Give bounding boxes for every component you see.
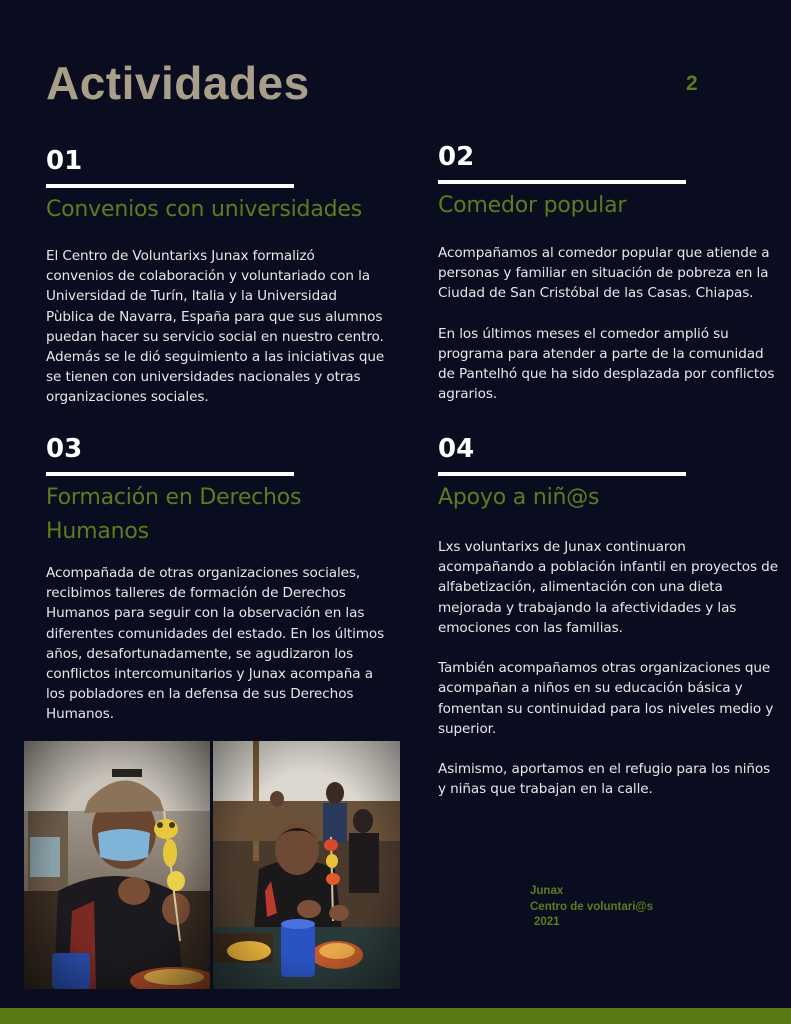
section-number: 03 <box>46 434 83 464</box>
footer-credit <box>530 884 653 931</box>
section-convenios <box>46 146 386 408</box>
footer-year: 2021 <box>534 916 560 928</box>
photo-children-dining <box>213 741 400 989</box>
section-body: Acompañada de otras organizaciones sociales, recibimos talleres de formación de Derechos Humanos para seguir con la observación en las diferentes comunidades del estado. En los últimos años, desafortunadamente, se agudizaron los conflictos intercomunitarios y Junax acompaña a los pobladores en la defensa de sus Derechos Humanos. <box>46 565 385 723</box>
bottom-accent-bar <box>0 1008 791 1024</box>
section-number: 04 <box>438 434 475 464</box>
section-number: 01 <box>46 146 83 176</box>
section-divider <box>46 472 294 476</box>
section-number: 02 <box>438 142 475 172</box>
page-number: 2 <box>686 72 698 95</box>
section-body: Acompañamos al comedor popular que atiende a personas y familiar en situación de pobreza en la Ciudad de San Cristóbal de las Casas. Chiapas. En los últimos meses el comedor amplió su programa para atender a parte de la comunidad de Pantelhó que ha sido desplazada por conflictos agrarios. <box>438 245 775 403</box>
photo-children-dining-image <box>213 741 400 989</box>
section-body: El Centro de Voluntarixs Junax formalizó convenios de colaboración y voluntariado con la Universidad de Turín, Italia y la Universidad Pùblica de Navarra, España para que sus alumnos puedan hacer su servicio social en nuestro centro. Además se le dió seguimiento a las iniciativas que se tienen con universidades nacionales y otras organizaciones sociales. <box>46 248 385 406</box>
section-divider <box>46 184 294 188</box>
section-comedor <box>438 142 778 405</box>
section-body: Lxs voluntarixs de Junax continuaron acompañando a población infantil en proyectos de alfabetización, alimentación con una dieta mejorada y trabajando la afectividades y las emociones con las familias. También acompañamos otras organizaciones que acompañan a niños en su educación básica y fomentan su continuidad para los niveles medio y superior. Asimismo, aportamos en el refugio para los niños y niñas que trabajan en la calle. <box>438 539 778 798</box>
section-heading: Convenios con universidades <box>46 197 362 222</box>
photo-boy-with-fruit <box>24 741 210 989</box>
section-heading: Apoyo a niñ@s <box>438 485 600 510</box>
section-divider <box>438 180 686 184</box>
photo-boy-with-fruit-image <box>24 741 210 989</box>
section-heading: Comedor popular <box>438 193 627 218</box>
section-apoyo-ninos <box>438 434 778 800</box>
section-heading: Formación en Derechos Humanos <box>46 485 302 544</box>
page-title: Actividades <box>46 57 310 109</box>
section-divider <box>438 472 686 476</box>
footer-org-full: Centro de voluntari@s <box>530 900 654 913</box>
section-derechos-humanos <box>46 434 386 725</box>
footer-org: Junax <box>530 885 564 897</box>
